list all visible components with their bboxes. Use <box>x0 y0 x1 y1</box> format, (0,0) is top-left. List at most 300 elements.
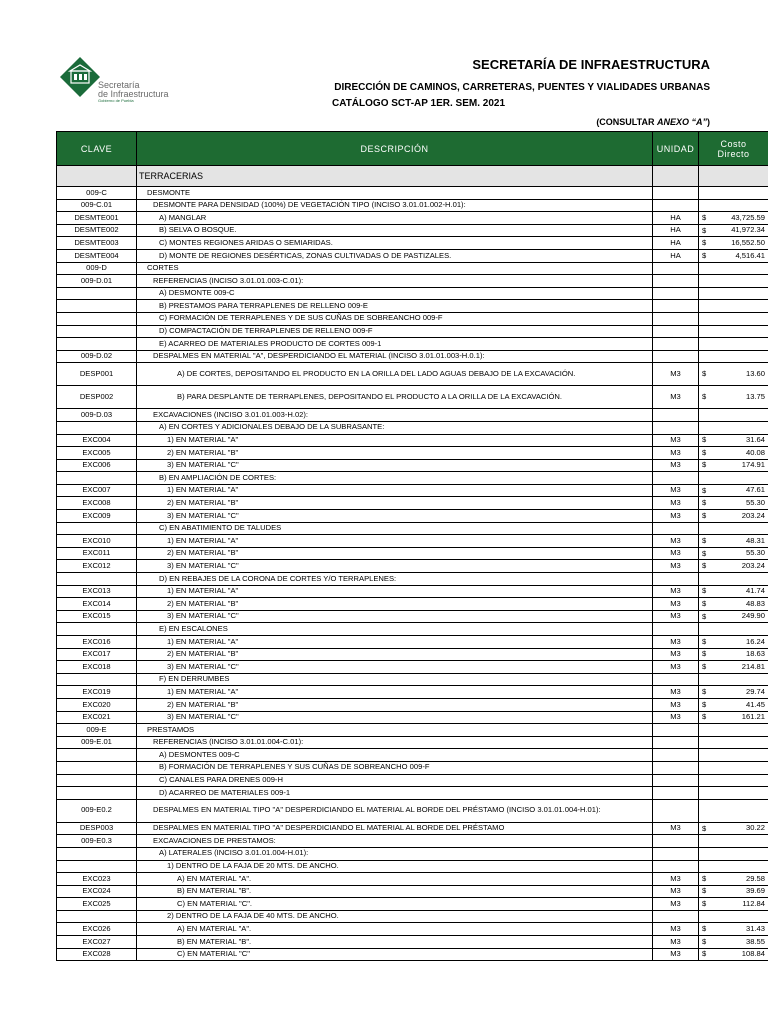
unidad-cell <box>653 300 699 313</box>
currency-symbol: $ <box>702 649 707 659</box>
descripcion-cell: 2) DENTRO DE LA FAJA DE 40 MTS. DE ANCHO. <box>137 910 653 923</box>
descripcion-cell: C) EN ABATIMIENTO DE TALUDES <box>137 522 653 535</box>
descripcion-cell: 2) EN MATERIAL "B" <box>137 698 653 711</box>
table-row <box>57 421 768 434</box>
section-row <box>57 166 768 187</box>
clave-cell: EXC016 <box>57 636 137 649</box>
unidad-cell: M3 <box>653 386 699 409</box>
currency-symbol: $ <box>702 460 707 470</box>
descripcion-cell: DESPALMES EN MATERIAL "A", DESPERDICIANDO EL MATERIAL (INCISO 3.01.01.003-H.0.1): <box>137 350 653 363</box>
cost-value: 161.21 <box>741 712 765 722</box>
currency-symbol: $ <box>702 212 707 222</box>
table-row <box>57 923 768 936</box>
descripcion-cell: 3) EN MATERIAL "C" <box>137 711 653 724</box>
table-row <box>57 774 768 787</box>
unidad-cell: HA <box>653 224 699 237</box>
consult-annex: ANEXO “A” <box>656 117 707 127</box>
table-row <box>57 212 768 225</box>
column-header-unidad: UNIDAD <box>653 132 699 166</box>
clave-cell: EXC011 <box>57 547 137 560</box>
cost-value: 4,516.41 <box>735 250 765 260</box>
costo-cell <box>699 187 768 200</box>
unidad-cell: M3 <box>653 535 699 548</box>
column-header-costo <box>699 132 768 166</box>
costo-cell <box>699 249 768 262</box>
table-row <box>57 598 768 611</box>
cost-value: 29.58 <box>745 873 765 883</box>
cost-value: 41,972.34 <box>731 225 765 235</box>
descripcion-cell: C) EN MATERIAL "C". <box>137 898 653 911</box>
clave-cell: DESMTE003 <box>57 237 137 250</box>
table-row <box>57 350 768 363</box>
unidad-cell <box>653 522 699 535</box>
clave-cell <box>57 522 137 535</box>
unidad-cell: M3 <box>653 885 699 898</box>
costo-cell <box>699 560 768 573</box>
costo-cell <box>699 275 768 288</box>
cost-value: 41.45 <box>745 699 765 709</box>
costo-cell <box>699 761 768 774</box>
clave-cell <box>57 573 137 586</box>
cost-value: 13.60 <box>745 369 765 379</box>
clave-cell: 009-E0.3 <box>57 835 137 848</box>
unidad-cell: M3 <box>653 822 699 835</box>
unidad-cell: HA <box>653 237 699 250</box>
descripcion-cell: 3) EN MATERIAL "C" <box>137 560 653 573</box>
table-row <box>57 275 768 288</box>
currency-symbol: $ <box>702 936 707 946</box>
costo-cell <box>699 873 768 886</box>
unidad-cell: M3 <box>653 510 699 523</box>
table-row <box>57 661 768 674</box>
unidad-cell <box>653 736 699 749</box>
currency-symbol: $ <box>702 898 707 908</box>
descripcion-cell: B) PARA DESPLANTE DE TERRAPLENES, DEPOSITANDO EL PRODUCTO A LA ORILLA DE LA EXCAVACIÓN. <box>137 386 653 409</box>
currency-symbol: $ <box>702 447 707 457</box>
currency-symbol: $ <box>702 435 707 445</box>
descripcion-cell: D) EN REBAJES DE LA CORONA DE CORTES Y/O TERRAPLENES: <box>137 573 653 586</box>
table-row <box>57 447 768 460</box>
unidad-cell: M3 <box>653 948 699 961</box>
table-row <box>57 847 768 860</box>
table-row <box>57 300 768 313</box>
clave-cell: EXC010 <box>57 535 137 548</box>
logo-line-3: Gobierno de Puebla <box>98 98 134 103</box>
currency-symbol: $ <box>702 225 707 235</box>
clave-cell: EXC028 <box>57 948 137 961</box>
cost-value: 55.30 <box>745 548 765 558</box>
clave-cell: EXC008 <box>57 497 137 510</box>
cost-value: 41.74 <box>745 586 765 596</box>
table-row <box>57 873 768 886</box>
table-row <box>57 835 768 848</box>
clave-cell: EXC014 <box>57 598 137 611</box>
table-row <box>57 325 768 338</box>
costo-cell <box>699 885 768 898</box>
currency-symbol: $ <box>702 250 707 260</box>
clave-cell <box>57 300 137 313</box>
cost-value: 31.43 <box>745 924 765 934</box>
unidad-cell: M3 <box>653 648 699 661</box>
clave-cell: DESMTE002 <box>57 224 137 237</box>
clave-cell: EXC026 <box>57 923 137 936</box>
cost-value: 47.61 <box>745 485 765 495</box>
descripcion-cell: EXCAVACIONES (INCISO 3.01.01.003-H.02): <box>137 409 653 422</box>
costo-cell <box>699 510 768 523</box>
unidad-cell <box>653 199 699 212</box>
currency-symbol: $ <box>702 598 707 608</box>
table-row <box>57 237 768 250</box>
unidad-cell <box>653 350 699 363</box>
table-row <box>57 249 768 262</box>
descripcion-cell: 2) EN MATERIAL "B" <box>137 598 653 611</box>
table-row <box>57 262 768 275</box>
clave-cell <box>57 787 137 800</box>
clave-cell: EXC005 <box>57 447 137 460</box>
logo-emblem-icon <box>60 57 100 97</box>
currency-symbol: $ <box>702 699 707 709</box>
clave-cell <box>57 325 137 338</box>
unidad-cell <box>653 472 699 485</box>
costo-cell <box>699 409 768 422</box>
descripcion-cell: 1) EN MATERIAL "A" <box>137 434 653 447</box>
descripcion-cell: A) DE CORTES, DEPOSITANDO EL PRODUCTO EN LA ORILLA DEL LADO AGUAS DEBAJO DE LA EXCAVACIÓN. <box>137 363 653 386</box>
cost-value: 249.90 <box>741 611 765 621</box>
costo-cell <box>699 686 768 699</box>
table-row <box>57 472 768 485</box>
costo-cell <box>699 898 768 911</box>
unidad-cell: M3 <box>653 447 699 460</box>
currency-symbol: $ <box>702 510 707 520</box>
costo-cell <box>699 522 768 535</box>
descripcion-cell: D) ACARREO DE MATERIALES 009-1 <box>137 787 653 800</box>
clave-cell: EXC021 <box>57 711 137 724</box>
unidad-cell <box>653 409 699 422</box>
clave-cell <box>57 749 137 762</box>
unidad-cell: M3 <box>653 547 699 560</box>
table-row <box>57 910 768 923</box>
descripcion-cell: DESPALMES EN MATERIAL TIPO "A" DESPERDICIANDO EL MATERIAL AL BORDE DEL PRÉSTAMO <box>137 822 653 835</box>
unidad-cell: M3 <box>653 459 699 472</box>
cost-value: 203.24 <box>741 560 765 570</box>
cost-value: 16.24 <box>745 636 765 646</box>
descripcion-cell: D) MONTE DE REGIONES DESÉRTICAS, ZONAS CULTIVADAS O DE PASTIZALES. <box>137 249 653 262</box>
table-row <box>57 860 768 873</box>
costo-cell <box>699 698 768 711</box>
descripcion-cell: CORTES <box>137 262 653 275</box>
descripcion-cell: 1) DENTRO DE LA FAJA DE 20 MTS. DE ANCHO. <box>137 860 653 873</box>
descripcion-cell: D) COMPACTACIÓN DE TERRAPLENES DE RELLENO 009-F <box>137 325 653 338</box>
clave-cell: EXC027 <box>57 936 137 949</box>
cost-value: 40.08 <box>745 447 765 457</box>
costo-cell <box>699 736 768 749</box>
costo-line-1: Costo <box>720 138 747 149</box>
costo-cell <box>699 648 768 661</box>
clave-cell <box>57 472 137 485</box>
descripcion-cell: 2) EN MATERIAL "B" <box>137 648 653 661</box>
descripcion-cell: DESPALMES EN MATERIAL TIPO "A" DESPERDICIANDO EL MATERIAL AL BORDE DEL PRÉSTAMO (INCISO 3.01.01.004-H.01): <box>137 799 653 822</box>
clave-cell: 009-D.01 <box>57 275 137 288</box>
currency-symbol: $ <box>702 548 707 558</box>
clave-cell: EXC025 <box>57 898 137 911</box>
clave-cell <box>57 761 137 774</box>
table-row <box>57 648 768 661</box>
costo-cell <box>699 472 768 485</box>
cost-value: 30.22 <box>745 823 765 833</box>
table-row <box>57 736 768 749</box>
table-row <box>57 749 768 762</box>
table-row <box>57 484 768 497</box>
table-row <box>57 724 768 737</box>
table-row <box>57 822 768 835</box>
descripcion-cell: C) CANALES PARA DRENES 009-H <box>137 774 653 787</box>
clave-cell: EXC024 <box>57 885 137 898</box>
logo-line-1: Secretaría <box>98 80 140 90</box>
clave-cell: 009-E <box>57 724 137 737</box>
clave-cell: DESP001 <box>57 363 137 386</box>
unidad-cell <box>653 573 699 586</box>
descripcion-cell: 3) EN MATERIAL "C" <box>137 661 653 674</box>
currency-symbol: $ <box>702 498 707 508</box>
clave-cell <box>57 312 137 325</box>
cost-value: 174.91 <box>741 460 765 470</box>
costo-cell <box>699 497 768 510</box>
descripcion-cell: B) EN AMPLIACIÓN DE CORTES: <box>137 472 653 485</box>
descripcion-cell: DESMONTE PARA DENSIDAD (100%) DE VEGETACIÓN TIPO (INCISO 3.01.01.002-H.01): <box>137 199 653 212</box>
currency-symbol: $ <box>702 392 707 402</box>
unidad-cell: M3 <box>653 560 699 573</box>
descripcion-cell: B) EN MATERIAL "B". <box>137 936 653 949</box>
costo-cell <box>699 447 768 460</box>
unidad-cell <box>653 187 699 200</box>
costo-cell <box>699 636 768 649</box>
costo-cell <box>699 724 768 737</box>
costo-cell <box>699 434 768 447</box>
costo-cell <box>699 923 768 936</box>
section-title: TERRACERIAS <box>137 166 653 187</box>
table-row <box>57 363 768 386</box>
costo-cell <box>699 673 768 686</box>
clave-cell: DESP003 <box>57 822 137 835</box>
unidad-cell <box>653 835 699 848</box>
table-row <box>57 535 768 548</box>
descripcion-cell: 1) EN MATERIAL "A" <box>137 535 653 548</box>
unidad-cell: M3 <box>653 484 699 497</box>
clave-cell: EXC023 <box>57 873 137 886</box>
costo-cell <box>699 787 768 800</box>
cost-value: 39.69 <box>745 886 765 896</box>
cost-value: 31.64 <box>745 435 765 445</box>
costo-cell <box>699 860 768 873</box>
unidad-cell: M3 <box>653 923 699 936</box>
clave-cell <box>57 774 137 787</box>
table-row <box>57 898 768 911</box>
table-row <box>57 386 768 409</box>
costo-cell <box>699 585 768 598</box>
table-row <box>57 409 768 422</box>
currency-symbol: $ <box>702 237 707 247</box>
descripcion-cell: E) ACARREO DE MATERIALES PRODUCTO DE CORTES 009-1 <box>137 338 653 351</box>
table-row <box>57 434 768 447</box>
catalog-title: CATÁLOGO SCT-AP 1ER. SEM. 2021 <box>332 98 506 109</box>
descripcion-cell: A) EN MATERIAL "A". <box>137 873 653 886</box>
clave-cell: DESMTE001 <box>57 212 137 225</box>
currency-symbol: $ <box>702 712 707 722</box>
descripcion-cell: C) EN MATERIAL "C" <box>137 948 653 961</box>
costo-cell <box>699 325 768 338</box>
table-row <box>57 673 768 686</box>
clave-cell <box>57 421 137 434</box>
consult-prefix: (CONSULTAR <box>596 117 657 127</box>
table-row <box>57 560 768 573</box>
clave-cell: EXC012 <box>57 560 137 573</box>
clave-cell: EXC013 <box>57 585 137 598</box>
logo-line-2: de Infraestructura <box>98 89 169 99</box>
costo-cell <box>699 350 768 363</box>
table-row <box>57 610 768 623</box>
unidad-cell: HA <box>653 249 699 262</box>
table-row <box>57 698 768 711</box>
costo-cell <box>699 661 768 674</box>
clave-cell: EXC017 <box>57 648 137 661</box>
costo-cell <box>699 287 768 300</box>
currency-symbol: $ <box>702 636 707 646</box>
unidad-cell: M3 <box>653 610 699 623</box>
table-row <box>57 686 768 699</box>
consult-suffix: ) <box>707 117 710 127</box>
clave-cell: EXC009 <box>57 510 137 523</box>
costo-cell <box>699 847 768 860</box>
descripcion-cell: 2) EN MATERIAL "B" <box>137 547 653 560</box>
costo-cell <box>699 363 768 386</box>
descripcion-cell: A) EN MATERIAL "A". <box>137 923 653 936</box>
clave-cell: DESMTE004 <box>57 249 137 262</box>
clave-cell: EXC019 <box>57 686 137 699</box>
clave-cell: 009-D <box>57 262 137 275</box>
currency-symbol: $ <box>702 823 707 833</box>
costo-cell <box>699 338 768 351</box>
costo-cell <box>699 535 768 548</box>
consult-annex-note <box>596 117 710 127</box>
clave-cell <box>57 673 137 686</box>
cost-value: 16,552.50 <box>731 237 765 247</box>
unidad-cell <box>653 325 699 338</box>
currency-symbol: $ <box>702 873 707 883</box>
costo-cell <box>699 711 768 724</box>
clave-cell: DESP002 <box>57 386 137 409</box>
costo-cell <box>699 547 768 560</box>
unidad-cell: M3 <box>653 698 699 711</box>
descripcion-cell: B) SELVA O BOSQUE. <box>137 224 653 237</box>
unidad-cell <box>653 799 699 822</box>
table-row <box>57 787 768 800</box>
table-row <box>57 338 768 351</box>
descripcion-cell: REFERENCIAS (INCISO 3.01.01.003-C.01): <box>137 275 653 288</box>
descripcion-cell: 2) EN MATERIAL "B" <box>137 447 653 460</box>
costo-cell <box>699 623 768 636</box>
unidad-cell: M3 <box>653 585 699 598</box>
unidad-cell: HA <box>653 212 699 225</box>
descripcion-cell: EXCAVACIONES DE PRESTAMOS: <box>137 835 653 848</box>
costo-cell <box>699 610 768 623</box>
unidad-cell: M3 <box>653 636 699 649</box>
table-row <box>57 948 768 961</box>
unidad-cell <box>653 910 699 923</box>
costo-cell <box>699 799 768 822</box>
table-row <box>57 312 768 325</box>
table-row <box>57 711 768 724</box>
costo-cell <box>699 484 768 497</box>
table-row <box>57 522 768 535</box>
table-row <box>57 459 768 472</box>
currency-symbol: $ <box>702 485 707 495</box>
costo-cell <box>699 936 768 949</box>
currency-symbol: $ <box>702 661 707 671</box>
cost-value: 203.24 <box>741 510 765 520</box>
cost-value: 43,725.59 <box>731 212 765 222</box>
currency-symbol: $ <box>702 949 707 959</box>
clave-cell: EXC007 <box>57 484 137 497</box>
descripcion-cell: PRESTAMOS <box>137 724 653 737</box>
cost-value: 214.81 <box>741 661 765 671</box>
clave-cell: 009-D.02 <box>57 350 137 363</box>
currency-symbol: $ <box>702 611 707 621</box>
descripcion-cell: 3) EN MATERIAL "C" <box>137 459 653 472</box>
cost-value: 55.30 <box>745 498 765 508</box>
unidad-cell: M3 <box>653 898 699 911</box>
clave-cell <box>57 847 137 860</box>
descripcion-cell: REFERENCIAS (INCISO 3.01.01.004-C.01): <box>137 736 653 749</box>
costo-cell <box>699 300 768 313</box>
table-row <box>57 885 768 898</box>
costo-cell <box>699 822 768 835</box>
table-row <box>57 199 768 212</box>
clave-cell <box>57 860 137 873</box>
unidad-cell <box>653 749 699 762</box>
unidad-cell: M3 <box>653 873 699 886</box>
unidad-cell <box>653 312 699 325</box>
table-row <box>57 224 768 237</box>
costo-cell <box>699 948 768 961</box>
costo-cell <box>699 835 768 848</box>
costo-cell <box>699 386 768 409</box>
descripcion-cell: B) EN MATERIAL "B". <box>137 885 653 898</box>
descripcion-cell: C) FORMACIÓN DE TERRAPLENES Y DE SUS CUÑAS DE SOBREANCHO 009-F <box>137 312 653 325</box>
clave-cell: 009-E.01 <box>57 736 137 749</box>
section-clave-cell <box>57 166 137 187</box>
costo-cell <box>699 573 768 586</box>
descripcion-cell: A) DESMONTES 009-C <box>137 749 653 762</box>
unidad-cell <box>653 787 699 800</box>
currency-symbol: $ <box>702 886 707 896</box>
clave-cell: 009-D.03 <box>57 409 137 422</box>
table-row <box>57 761 768 774</box>
costo-cell <box>699 212 768 225</box>
costo-line-2: Directo <box>717 148 750 159</box>
table-row <box>57 636 768 649</box>
costo-cell <box>699 421 768 434</box>
unidad-cell: M3 <box>653 711 699 724</box>
clave-cell <box>57 287 137 300</box>
costo-cell <box>699 749 768 762</box>
costo-cell <box>699 774 768 787</box>
cost-value: 48.31 <box>745 535 765 545</box>
unidad-cell: M3 <box>653 363 699 386</box>
section-unit-cell <box>653 166 699 187</box>
page-subtitle: DIRECCIÓN DE CAMINOS, CARRETERAS, PUENTES Y VIALIDADES URBANAS <box>334 82 710 93</box>
table-row <box>57 936 768 949</box>
descripcion-cell: A) DESMONTE 009-C <box>137 287 653 300</box>
